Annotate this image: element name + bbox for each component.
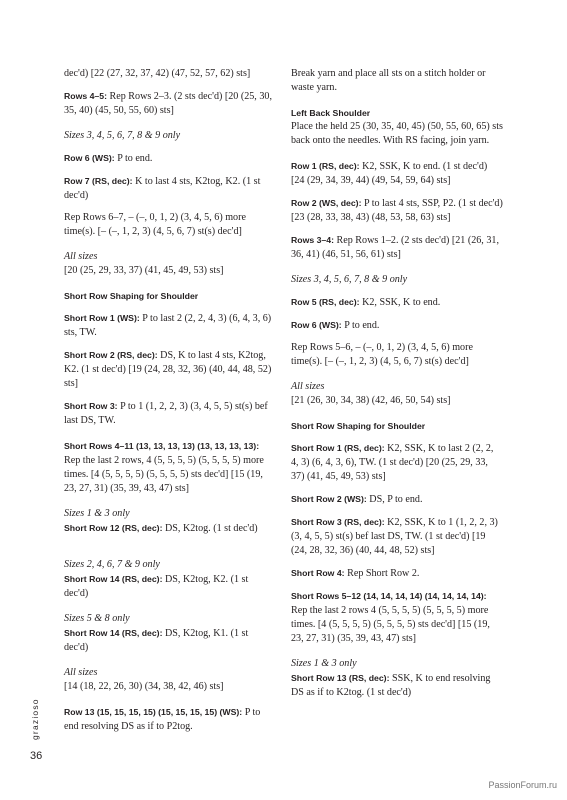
- running-title: grazioso: [30, 698, 40, 740]
- instruction: Short Rows 4–11 (13, 13, 13, 13) (13, 13, 13, 13): Rep the last 2 rows, 4 (5, 5, 5, 5) (5, 5, 5, 5) more times. [4 (5, 5, 5, 5) (5, 5, 5, 5) sts dec'd] [15 (19, 23, 27, 31) (35, 39, 43, 47) sts]: [64, 441, 264, 494]
- instruction: Row 13 (15, 15, 15, 15) (15, 15, 15, 15) (WS): P to end resolving DS as if to P2tog.: [64, 707, 261, 732]
- instruction: Short Row 2 (WS): DS, P to end.: [291, 494, 423, 505]
- page-number: 36: [30, 750, 43, 762]
- instruction: Short Row 3 (RS, dec): K2, SSK, K to 1 (1, 2, 2, 3) (3, 4, 5, 5) st(s) bef last DS, TW. (1 st dec'd) [19 (24, 28, 32, 36) (40, 44, 48, 52) sts]: [291, 517, 498, 556]
- section-block: Left Back Shoulder Place the held 25 (30, 35, 40, 45) (50, 55, 60, 65) sts back onto the needles. With RS facing, join yarn.: [291, 108, 503, 146]
- size-block: All sizes [20 (25, 29, 33, 37) (41, 45, 49, 53) sts]: [64, 251, 224, 276]
- instruction: Row 6 (WS): P to end.: [291, 320, 380, 331]
- size-block: Sizes 1 & 3 only Short Row 13 (RS, dec): SSK, K to end resolving DS as if to K2tog. (1 st dec'd): [291, 658, 491, 698]
- instruction: Rep Rows 5–6, – (–, 0, 1, 2) (3, 4, 5, 6) more time(s). [– (–, 1, 2, 3) (4, 5, 6, 7) st(s) dec'd]: [291, 342, 473, 367]
- size-block: Sizes 5 & 8 only Short Row 14 (RS, dec): DS, K2tog, K1. (1 st dec'd): [64, 613, 249, 653]
- size-block: All sizes [14 (18, 22, 26, 30) (34, 38, 42, 46) sts]: [64, 667, 224, 692]
- instruction: Rows 4–5: Rep Rows 2–3. (2 sts dec'd) [20 (25, 30, 35, 40) (45, 50, 55, 60) sts]: [64, 91, 272, 116]
- size-block: Sizes 2, 4, 6, 7 & 9 only Short Row 14 (RS, dec): DS, K2tog, K2. (1 st dec'd): [64, 559, 249, 599]
- instruction: Break yarn and place all sts on a stitch holder or waste yarn.: [291, 68, 486, 93]
- section-heading: Short Row Shaping for Shoulder: [64, 291, 199, 301]
- instruction: Row 7 (RS, dec): K to last 4 sts, K2tog, K2. (1 st dec'd): [64, 176, 261, 201]
- instruction: Short Rows 5–12 (14, 14, 14, 14) (14, 14, 14, 14): Rep the last 2 rows 4 (5, 5, 5, 5) (5, 5, 5, 5) more times. [4 (5, 5, 5, 5) (5, 5, 5, 5) sts dec'd] [15 (19, 23, 27, 31) (35, 39, 43, 47) sts]: [291, 591, 490, 644]
- instruction: Row 6 (WS): P to end.: [64, 153, 153, 164]
- instruction: Row 1 (RS, dec): K2, SSK, K to end. (1 st dec'd) [24 (29, 34, 39, 44) (49, 54, 59, 64) sts]: [291, 161, 488, 186]
- instruction: Row 5 (RS, dec): K2, SSK, K to end.: [291, 297, 441, 308]
- size-note: Sizes 3, 4, 5, 6, 7, 8 & 9 only: [291, 274, 408, 285]
- left-column: [64, 67, 272, 742]
- size-block: Sizes 1 & 3 only Short Row 12 (RS, dec): DS, K2tog. (1 st dec'd): [64, 508, 258, 534]
- watermark: PassionForum.ru: [488, 780, 557, 790]
- instruction: Short Row 1 (RS, dec): K2, SSK, K to last 2 (2, 2, 4, 3) (6, 4, 3, 6), TW. (1 st dec'd) [20 (25, 29, 33, 37) (41, 45, 49, 53) sts]: [291, 443, 494, 482]
- right-column: [291, 67, 503, 708]
- instruction: Rows 3–4: Rep Rows 1–2. (2 sts dec'd) [21 (26, 31, 36, 41) (46, 51, 56, 61) sts]: [291, 235, 499, 260]
- instruction: Short Row 2 (RS, dec): DS, K to last 4 sts, K2tog, K2. (1 st dec'd) [19 (24, 28, 32, 36) (40, 44, 48, 52) sts]: [64, 350, 272, 389]
- size-block: All sizes [21 (26, 30, 34, 38) (42, 46, 50, 54) sts]: [291, 381, 451, 406]
- instruction: Rep Rows 6–7, – (–, 0, 1, 2) (3, 4, 5, 6) more time(s). [– (–, 1, 2, 3) (4, 5, 6, 7) st(s) dec'd]: [64, 212, 246, 237]
- size-note: Sizes 3, 4, 5, 6, 7, 8 & 9 only: [64, 130, 181, 141]
- instruction: Short Row 4: Rep Short Row 2.: [291, 568, 420, 579]
- instruction: Short Row 1 (WS): P to last 2 (2, 2, 4, 3) (6, 4, 3, 6) sts, TW.: [64, 313, 272, 338]
- instruction: dec'd) [22 (27, 32, 37, 42) (47, 52, 57, 62) sts]: [64, 68, 251, 79]
- section-heading: Short Row Shaping for Shoulder: [291, 421, 426, 431]
- instruction: Row 2 (WS, dec): P to last 4 sts, SSP, P2. (1 st dec'd) [23 (28, 33, 38, 43) (48, 53, 58, 63) sts]: [291, 198, 503, 223]
- instruction: Short Row 3: P to 1 (1, 2, 2, 3) (3, 4, 5, 5) st(s) bef last DS, TW.: [64, 401, 268, 426]
